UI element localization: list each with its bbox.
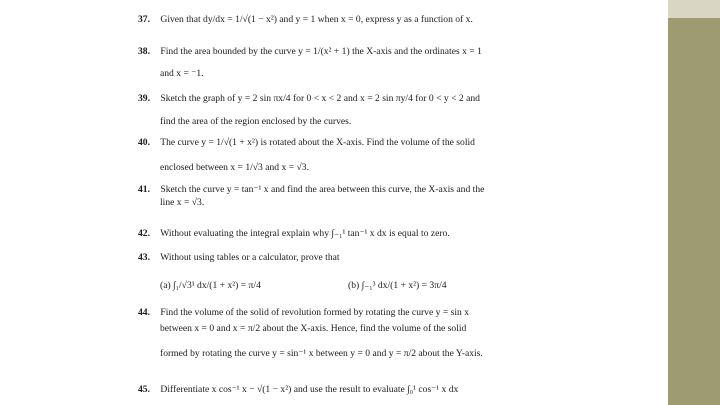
problem-40-continuation: enclosed between x = 1/√3 and x = √3. (160, 162, 309, 173)
problem-39-continuation: find the area of the region enclosed by the curves. (160, 116, 352, 127)
problem-text: Find the volume of the solid of revolution formed by rotating the curve y = sin x (160, 307, 470, 318)
slide-sidebar-top-strip (668, 0, 720, 18)
problem-number: 45. (138, 384, 150, 395)
problem-number: 42. (138, 228, 150, 239)
textbook-page (124, 0, 654, 405)
slide-sidebar-band (668, 0, 720, 405)
problem-41-continuation: line x = √3. (160, 197, 205, 208)
problem-number: 44. (138, 307, 150, 318)
problem-43-part-b: (b) ∫₋₁³ dx/(1 + x²) = 3π/4 (348, 280, 447, 291)
problem-text: The curve y = 1/√(1 + x²) is rotated about the X-axis. Find the volume of the solid (160, 137, 475, 148)
problem-text: Differentiate x cos⁻¹ x − √(1 − x²) and use the result to evaluate ∫₀¹ cos⁻¹ x dx (160, 384, 459, 395)
problem-text: Sketch the curve y = tan⁻¹ x and find the area between this curve, the X-axis and the (160, 184, 485, 195)
problem-number: 41. (138, 184, 150, 195)
problem-37 (138, 14, 548, 26)
problem-44 (138, 307, 548, 319)
problem-44-continuation-2: formed by rotating the curve y = sin⁻¹ x between y = 0 and y = π/2 about the Y-axis. (160, 348, 483, 359)
problem-38 (138, 46, 548, 58)
problem-number: 39. (138, 93, 150, 104)
problem-41 (138, 184, 548, 196)
problem-40 (138, 137, 548, 149)
problem-45 (138, 384, 548, 396)
problem-42 (138, 228, 548, 240)
problem-text: Without evaluating the integral explain why ∫₋₁¹ tan⁻¹ x dx is equal to zero. (160, 228, 450, 239)
problem-44-continuation: between x = 0 and x = π/2 about the X-axis. Hence, find the volume of the solid (160, 323, 467, 334)
problem-text: Given that dy/dx = 1/√(1 − x²) and y = 1 when x = 0, express y as a function of x. (160, 14, 473, 25)
problem-text: Sketch the graph of y = 2 sin πx/4 for 0 < x < 2 and x = 2 sin πy/4 for 0 < y < 2 and (160, 93, 480, 104)
problem-text: Without using tables or a calculator, prove that (160, 252, 340, 263)
problem-number: 43. (138, 252, 150, 263)
problem-39 (138, 93, 548, 105)
problem-38-continuation: and x = ⁻1. (160, 68, 204, 79)
problem-43 (138, 252, 548, 264)
problem-number: 40. (138, 137, 150, 148)
problem-text: Find the area bounded by the curve y = 1/(x² + 1) the X-axis and the ordinates x = 1 (160, 46, 482, 57)
problem-43-part-a: (a) ∫₁/√3¹ dx/(1 + x²) = π/4 (160, 280, 261, 291)
problem-number: 38. (138, 46, 150, 57)
problem-number: 37. (138, 14, 150, 25)
